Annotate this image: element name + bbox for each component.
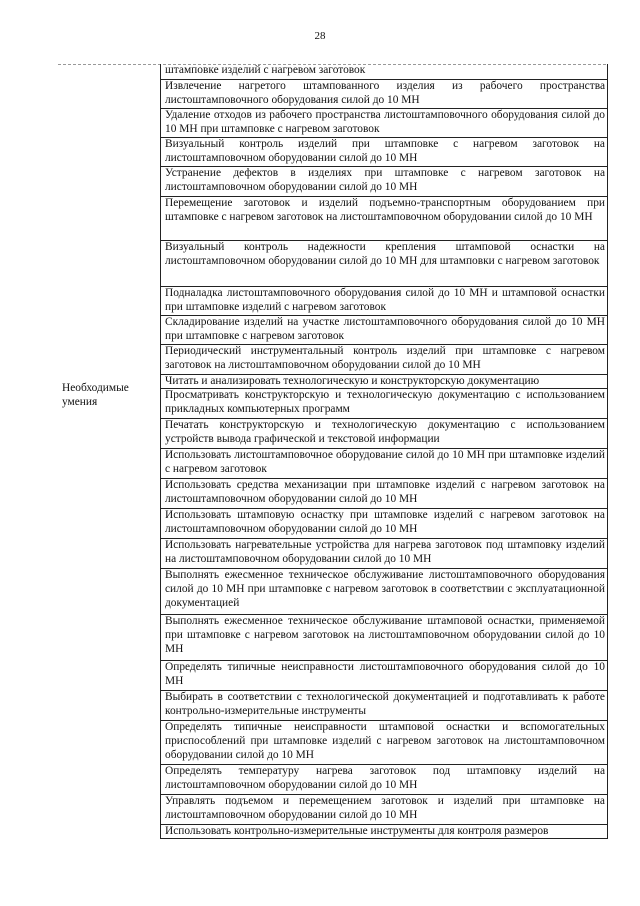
table-row: Печатать конструкторскую и технологическую документацию с использованием устройств вывода графической и текстовой информации [161,419,607,449]
table-row: Читать и анализировать технологическую и конструкторскую документацию [161,375,607,389]
left-column [58,64,160,846]
section-label-line1: Необходимые [62,382,129,394]
table-row: Складирование изделий на участке листоштамповочного оборудования силой до 10 МН при штамповке с нагревом заготовок [161,316,607,345]
table-row: Использовать листоштамповочное оборудование силой до 10 МН при штамповке изделий с нагревом заготовок [161,449,607,479]
table-row: Определять типичные неисправности штамповой оснастки и вспомогательных приспособлений при штамповке изделий с нагревом заготовок на листоштамповочном оборудовании силой до 10 МН [161,721,607,765]
table-row: штамповке изделий с нагревом заготовок [161,64,607,80]
table-row: Подналадка листоштамповочного оборудования силой до 10 МН и штамповой оснастки при штамповке изделий с нагревом заготовок [161,287,607,316]
right-column [160,64,608,839]
table-row: Визуальный контроль изделий при штамповке с нагревом заготовок на листоштамповочном оборудовании силой до 10 МН [161,138,607,167]
table-row: Использовать средства механизации при штамповке изделий с нагревом заготовок на листоштамповочном оборудовании силой до 10 МН [161,479,607,509]
table-row: Выбирать в соответствии с технологической документацией и подготавливать к работе контрольно-измерительные инструменты [161,691,607,721]
table-row: Использовать нагревательные устройства для нагрева заготовок под штамповку изделий на листоштамповочном оборудовании силой до 10 МН [161,539,607,569]
table-row: Периодический инструментальный контроль изделий при штамповке с нагревом заготовок на листоштамповочном оборудовании силой до 10 МН [161,345,607,375]
table-row: Визуальный контроль надежности крепления штамповой оснастки на листоштамповочном оборудовании силой до 10 МН для штамповки с нагревом заготовок [161,241,607,287]
table-row: Устранение дефектов в изделиях при штамповке с нагревом заготовок на листоштамповочном оборудовании силой до 10 МН [161,167,607,197]
table-row: Извлечение нагретого штампованного изделия из рабочего пространства листоштамповочного оборудования силой до 10 МН [161,80,607,109]
table-row: Выполнять ежесменное техническое обслуживание листоштамповочного оборудования силой до 10 МН при штамповке с нагревом заготовок в соответствии с эксплуатационной документацией [161,569,607,615]
table-row: Удаление отходов из рабочего пространства листоштамповочного оборудования силой до 10 МН при штамповке с нагревом заготовок [161,109,607,138]
table-row: Определять температуру нагрева заготовок под штамповку изделий на листоштамповочном оборудовании силой до 10 МН [161,765,607,795]
table-row: Выполнять ежесменное техническое обслуживание штамповой оснастки, применяемой при штамповке с нагревом заготовок на листоштамповочном оборудовании силой до 10 МН [161,615,607,661]
page-number: 28 [314,30,326,42]
section-label-line2: умения [62,396,98,408]
table-row: Использовать контрольно-измерительные инструменты для контроля размеров [161,825,607,839]
table-row: Использовать штамповую оснастку при штамповке изделий с нагревом заготовок на листоштамповочном оборудовании силой до 10 МН [161,509,607,539]
table-row: Управлять подъемом и перемещением заготовок и изделий при штамповке на листоштамповочном оборудовании силой до 10 МН [161,795,607,825]
table-row: Определять типичные неисправности листоштамповочного оборудования силой до 10 МН [161,661,607,691]
table-row: Просматривать конструкторскую и технологическую документацию с использованием прикладных компьютерных программ [161,389,607,419]
table-row: Перемещение заготовок и изделий подъемно-транспортным оборудованием при штамповке с нагревом заготовок на листоштамповочном оборудовании силой до 10 МН [161,197,607,241]
